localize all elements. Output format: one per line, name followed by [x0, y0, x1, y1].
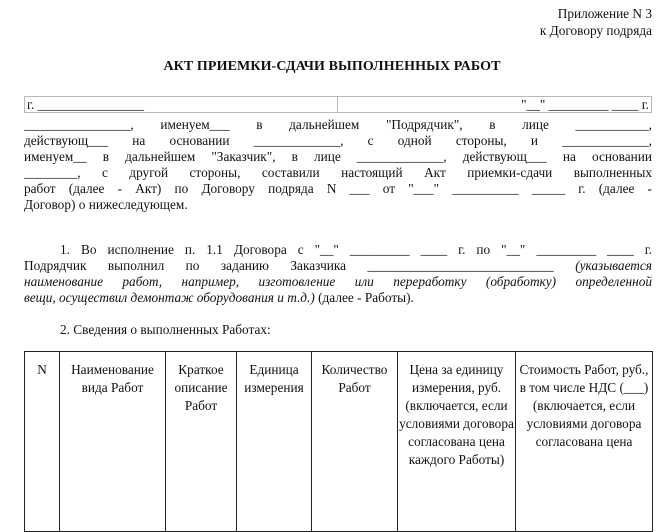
parties-line: Договор) о нижеследующем. — [24, 197, 188, 212]
column-header-quantity: Количество Работ — [312, 352, 398, 532]
document-title: АКТ ПРИЕМКИ-СДАЧИ ВЫПОЛНЕННЫХ РАБОТ — [163, 59, 501, 74]
clause-1-paragraph — [24, 242, 652, 306]
place-date-row — [24, 96, 652, 113]
clause-2-heading: 2. Сведения о выполненных Работах: — [60, 322, 271, 337]
parties-line: ________________, именуем___ в дальнейшем "Подрядчик", в лице ___________, — [24, 117, 652, 132]
clause-1-text: (далее - Работы). — [318, 290, 414, 305]
parties-paragraph — [24, 117, 652, 213]
appendix-number: Приложение N 3 — [557, 6, 652, 21]
column-header-cost: Стоимость Работ, руб., в том числе НДС (___) (включается, если условиями договора согласована цена — [516, 352, 653, 532]
clause-1-italic: вещи, осуществил демонтаж оборудования и т.д.) — [24, 290, 315, 305]
parties-line: именуем__ в дальнейшем "Заказчик", в лице _____________, действующ___ на основании — [24, 149, 652, 164]
clause-1-line — [24, 290, 652, 306]
clause-1-italic-line: наименование работ, например, изготовление или переработку (обработку) определенной — [24, 274, 652, 289]
clause-1-line: 1. Во исполнение п. 1.1 Договора с "__" _________ ____ г. по "__" _________ ____ г. — [60, 242, 652, 257]
column-header-number: N — [25, 352, 60, 532]
column-header-unit-price: Цена за единицу измерения, руб. (включается, если условиями договора согласована цена каждого Работы) — [398, 352, 516, 532]
table-header-row — [25, 352, 653, 532]
clause-1-text: Подрядчик выполнил по заданию Заказчика ____________________________ — [24, 258, 554, 273]
parties-line: ________, с другой стороны, составили настоящий Акт приемки-сдачи выполненных — [24, 165, 652, 180]
clause-1-italic: (указывается — [575, 258, 652, 273]
appendix-header — [540, 5, 652, 39]
works-table — [24, 351, 653, 532]
parties-line: действующ___ на основании _____________, с одной стороны, и _____________, — [24, 133, 652, 148]
parties-line: работ (далее - Акт) по Договору подряда N ___ от "___" __________ _____ г. (далее - — [24, 181, 652, 196]
column-header-work-name: Наименование вида Работ — [60, 352, 166, 532]
clause-1-line — [24, 258, 652, 274]
city-field: г. ________________ — [25, 97, 338, 112]
column-header-description: Краткое описание Работ — [166, 352, 237, 532]
date-field: "__" _________ ____ г. — [521, 97, 649, 112]
column-header-unit: Единица измерения — [237, 352, 312, 532]
appendix-contract: к Договору подряда — [539, 23, 652, 38]
